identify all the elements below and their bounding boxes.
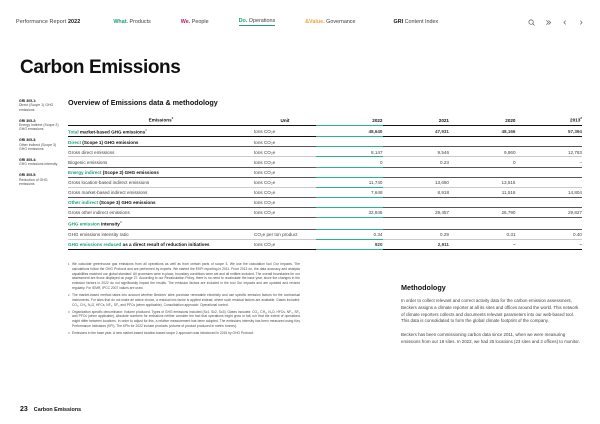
col-header-unit: Unit: [254, 114, 316, 125]
row-value-2022: 32,845: [316, 207, 383, 217]
search-icon[interactable]: [528, 19, 535, 26]
nav-label-operations: Operations: [247, 17, 276, 24]
row-label-text: (Scope 3) GHG emissions: [98, 200, 156, 206]
sidebar-desc: Other indirect (Scope 3) GHG emissions: [19, 142, 57, 151]
row-label-highlight: GHG emission: [68, 221, 100, 227]
row-value-2013: –: [516, 239, 583, 249]
footnote-text: Organization specific denominator: Volume produced. Types of GHG emissions included (Sc1, Sc2, Sc3). Gases included: CO₂, CH₄, N₂O, HFCs, NF₃, SF₆ and PFCs (when applicable). Absolute numbers for emissions neither consider the fact that operations might grow or fall, nor that the extent of operations might differ between locations. In order to adjust for this, a relative measurement has been adopted. The emissions intensity has been measured using Key Performance Indicators (KPI). The KPIs for 2022 include products (volume of product produced in metric tonnes).: [72, 309, 300, 328]
row-label-text: intensity: [99, 221, 120, 227]
table-row: [68, 197, 582, 207]
nav-label-governance: Governance: [324, 19, 356, 25]
row-value-2021: 8,918: [383, 187, 450, 197]
nav-label-people: People: [190, 19, 209, 25]
footnote-text: The market-based method takes into account whether Beckers' sites purchase renewable electricity and use specific emission factors for the contractual instruments. For sites that do not make an active choice, a residual mix factor is applied instead, where such residual factors are available. Gases included: CO₂, CH₄, N₂O, HFCs, NF₃, SF₆ and PFCs (when applicable). Consolidation approach: Operational control.: [72, 292, 300, 307]
row-label-cell: [68, 125, 254, 137]
sidebar-desc: Reduction of GHG emissions: [19, 177, 48, 186]
chevron-right-icon[interactable]: [578, 19, 584, 26]
row-value-2022: 7,648: [316, 187, 383, 197]
row-unit-cell: tons CO₂e: [254, 125, 316, 137]
row-label-text: Gross direct emissions: [68, 149, 115, 155]
sidebar-code: GRI 305-1:: [19, 99, 37, 103]
row-value-2020: 0.31: [449, 229, 516, 239]
col-header-emissions-sup: 1: [171, 116, 174, 121]
row-value-2021: [383, 137, 450, 147]
row-value-2020: 26,790: [449, 207, 516, 217]
table-row: [68, 187, 582, 197]
row-value-2022: 0: [316, 157, 383, 167]
footnote-1: [68, 262, 300, 291]
row-value-2020: [449, 218, 516, 230]
gri-disclosure-sidebar: [19, 99, 59, 193]
nav-keyword-do: Do.: [238, 17, 248, 24]
row-label-text: market-based GHG emissions: [78, 129, 146, 135]
table-header-row: [68, 114, 582, 125]
main-nav: [113, 18, 355, 27]
row-value-2013: 12,763: [516, 147, 583, 157]
row-value-2022: 11,740: [316, 177, 383, 187]
row-value-2022: 920: [316, 239, 383, 249]
row-unit-cell: tons CO₂e: [254, 187, 316, 197]
table-row: [68, 218, 582, 230]
row-value-2013: [516, 218, 583, 230]
footnote-2: [68, 293, 300, 307]
brand-prefix: Performance Report: [16, 19, 68, 25]
methodology-paragraph-1: In order to collect relevant and correct activity data for the carbon emission assessment, Beckers assigns a climate reporter at all its sites and offices around the world. This network of climate reporters collects and documents relevant parameters into our web-based tool. This data is consolidated to form the global climate footprint of the company.: [401, 298, 579, 324]
sidebar-code: GRI 305-3:: [19, 138, 37, 143]
chevrons-right-icon[interactable]: [545, 19, 552, 26]
page-number: 23: [20, 406, 28, 413]
col-header-emissions-text: Emissions: [148, 117, 172, 123]
nav-item-products[interactable]: [113, 19, 150, 25]
row-label-text: Gross location-based indirect emissions: [68, 179, 150, 185]
top-navigation-bar: [0, 0, 600, 44]
row-value-2020: 9,860: [449, 147, 516, 157]
col-header-emissions: [68, 114, 254, 125]
row-value-2021: 0.23: [383, 157, 450, 167]
col-header-2021: 2021: [383, 114, 450, 125]
row-label-text: as a direct result of reduction initiatives: [121, 242, 210, 248]
row-unit-cell: tons CO₂e: [254, 147, 316, 157]
col-header-2020: 2020: [449, 114, 516, 125]
nav-keyword-we: We.: [180, 19, 191, 25]
sidebar-code: GRI 305-5:: [19, 173, 37, 178]
row-value-2020: 13,516: [449, 177, 516, 187]
row-label-text: (Scope 1) GHG emissions: [81, 139, 139, 145]
table-row: [68, 239, 582, 249]
row-label-sup: 3: [119, 220, 122, 225]
col-header-2013-text: 2013: [570, 117, 581, 123]
row-label-cell: [68, 229, 254, 239]
emissions-data-table: [68, 114, 582, 250]
sidebar-code: GRI 305-4:: [19, 157, 37, 162]
footnote-marker: 3: [68, 309, 70, 314]
sidebar-item-gri-305-5[interactable]: [19, 173, 59, 186]
table-row: [68, 167, 582, 177]
row-value-2022: [316, 137, 383, 147]
methodology-paragraph-2: Beckers has been commissioning carbon data since 2011, when we were measuring emissions from our 18 sites. In 2022, we had 25 locations (23 sites and 2 offices) to monitor.: [401, 332, 580, 345]
row-value-2022: [316, 197, 383, 207]
row-value-2013: 29,827: [516, 207, 583, 217]
header-icon-group: [528, 19, 584, 26]
row-label-highlight: Other indirect: [68, 200, 99, 206]
footnote-text: We calculate greenhouse gas emissions from all operations as well as from certain parts of scope 3. We use the calculation tool Our Impacts. The calculations follow the GHG Protocol and are performed by experts. We started the EKPI reporting in 2011. From 2013 on, the data accuracy and analysis capabilities matched our global standard. All processes were in place, boundary conditions were set and all entities included. The overall boundaries for our assessment are those displayed on page 27. According to our Recalculation Policy, there is no need to recalculate the base year, since the changes in the emission factors in 2022 do not significantly impact the results. The emission factors are included in the tool Our Impacts and are updated and revised regularly. For IEMR, IPCC 2007 values are used.: [72, 262, 300, 290]
nav-item-governance[interactable]: [305, 19, 355, 25]
col-header-2013-sup: 2: [580, 116, 582, 121]
table-row: [68, 125, 582, 137]
row-label-cell: [68, 157, 254, 167]
row-label-highlight: Energy indirect: [68, 169, 102, 175]
row-label-sup: 2: [145, 127, 148, 132]
row-value-2020: 11,516: [449, 187, 516, 197]
row-value-2022: [316, 167, 383, 177]
sidebar-item-gri-305-3[interactable]: [19, 138, 59, 151]
row-label-cell: [68, 187, 254, 197]
chevron-left-icon[interactable]: [562, 19, 568, 26]
col-header-2013: [516, 114, 583, 125]
row-unit-cell: tons CO₂e: [254, 207, 316, 217]
sidebar-item-gri-305-1[interactable]: [19, 99, 59, 112]
row-value-2013: 14,804: [516, 187, 583, 197]
brand-year: 2022: [67, 19, 81, 25]
row-value-2022: 0.34: [316, 229, 383, 239]
footnote-marker: 1: [68, 262, 70, 266]
row-value-2021: [383, 218, 450, 230]
row-value-2020: 0: [449, 157, 516, 167]
row-label-highlight: GHG emissions reduced: [68, 242, 122, 248]
row-value-2013: [516, 177, 583, 187]
footnotes-block: [68, 262, 300, 338]
row-label-text: GHG emissions intensity ratio: [68, 231, 129, 237]
row-label-cell: [68, 147, 254, 157]
nav-label-products: Products: [128, 19, 151, 25]
row-label-highlight: Direct: [68, 139, 82, 145]
row-value-2021: 29,457: [383, 207, 450, 217]
row-value-2021: 13,650: [383, 177, 450, 187]
gri-bold-text: GRI: [393, 19, 404, 25]
table-body: [68, 125, 582, 249]
row-label-cell: [68, 207, 254, 217]
row-value-2020: [449, 197, 516, 207]
row-label-cell: [68, 218, 254, 230]
col-header-2022: 2022: [316, 114, 383, 125]
row-unit-cell: tons CO₂e: [254, 157, 316, 167]
row-value-2021: 0.29: [383, 229, 450, 239]
row-value-2021: [383, 197, 450, 207]
footnote-text: Emissions in the base year. A new market-based location-based scope 2 approach was introduced in 2015 by GHG Protocol.: [72, 331, 254, 336]
row-value-2020: 48,166: [449, 125, 516, 137]
footnote-4: [68, 331, 300, 336]
gri-rest-text: Content Index: [403, 19, 439, 25]
footer-section-label: Carbon Emissions: [33, 407, 82, 413]
page-footer: [20, 406, 81, 413]
row-value-2022: 8,147: [316, 147, 383, 157]
row-unit-cell: tons CO₂e: [254, 197, 316, 207]
row-unit-cell: tons CO₂e: [254, 239, 316, 249]
row-label-cell: [68, 197, 254, 207]
row-label-highlight: Total: [68, 129, 79, 135]
sidebar-code: GRI 305-2:: [19, 118, 37, 123]
row-value-2013: 0.40: [516, 229, 583, 239]
row-value-2020: [449, 137, 516, 147]
nav-item-people[interactable]: [181, 19, 209, 25]
row-label-cell: [68, 239, 254, 249]
row-label-cell: [68, 177, 254, 187]
table-row: [68, 147, 582, 157]
table-row: [68, 229, 582, 239]
row-value-2020: [449, 167, 516, 177]
row-value-2021: 9,546: [383, 147, 450, 157]
row-unit-cell: tons CO₂e: [254, 167, 316, 177]
row-value-2021: 47,931: [383, 125, 450, 137]
report-brand[interactable]: [16, 19, 80, 25]
nav-keyword-what: What.: [113, 19, 129, 25]
row-value-2021: [383, 167, 450, 177]
table-row: [68, 177, 582, 187]
sidebar-item-gri-305-2[interactable]: [19, 119, 59, 132]
sidebar-desc: GHG emissions intensity: [19, 162, 58, 167]
row-unit-cell: CO₂e per ton product: [254, 229, 316, 239]
table-row: [68, 137, 582, 147]
nav-keyword-value: &Value.: [305, 19, 325, 25]
page-title: Carbon Emissions: [20, 57, 181, 78]
footnote-marker: 2: [68, 292, 70, 297]
row-value-2022: [316, 218, 383, 230]
row-value-2021: 2,911: [383, 239, 450, 249]
row-value-2013: [516, 137, 583, 147]
row-unit-cell: [254, 218, 316, 230]
methodology-title: Methodology: [401, 283, 446, 292]
row-label-cell: [68, 137, 254, 147]
table-row: [68, 157, 582, 167]
nav-item-operations[interactable]: [239, 18, 276, 27]
footnote-3: [68, 310, 300, 329]
row-value-2013: [516, 167, 583, 177]
methodology-section: [401, 283, 583, 353]
row-value-2013: –: [516, 157, 583, 167]
row-label-text: Gross market-based indirect emissions: [68, 190, 148, 196]
sidebar-desc: Energy indirect (Scope 2) GHG emissions: [19, 123, 59, 132]
sidebar-item-gri-305-4[interactable]: [19, 158, 59, 167]
row-label-text: Gross other indirect emissions: [68, 210, 130, 216]
gri-content-index-link[interactable]: [394, 19, 439, 25]
footnote-marker: 4: [68, 331, 70, 336]
section-title: Overview of Emissions data & methodology: [68, 98, 218, 107]
table-row: [68, 207, 582, 217]
row-value-2020: –: [449, 239, 516, 249]
row-value-2013: [516, 197, 583, 207]
row-value-2013: 57,394: [516, 125, 583, 137]
row-unit-cell: tons CO₂e: [254, 177, 316, 187]
row-unit-cell: tons CO₂e: [254, 137, 316, 147]
row-label-text: Biogenic emissions: [68, 159, 108, 165]
row-label-text: (Scope 2) GHG emissions: [101, 169, 159, 175]
row-label-cell: [68, 167, 254, 177]
sidebar-desc: Direct (Scope 1) GHG emissions: [19, 103, 54, 112]
row-value-2022: 48,640: [316, 125, 383, 137]
